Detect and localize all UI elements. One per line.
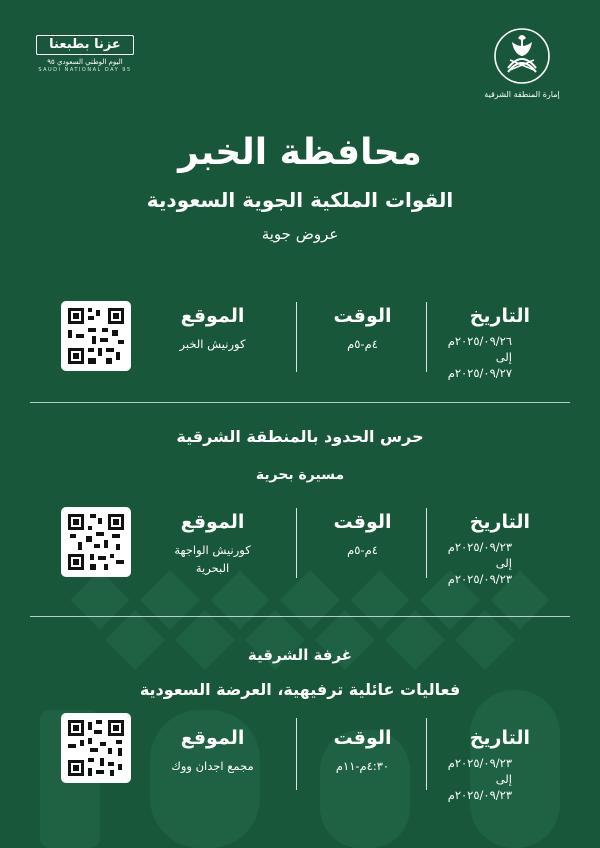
divider (296, 718, 297, 790)
time-value: ٤م-٥م (347, 337, 378, 351)
location-column (145, 511, 280, 577)
qr-code-icon[interactable] (61, 713, 131, 783)
time-label: الوقت (333, 305, 392, 327)
date-column (435, 727, 550, 803)
national-day-logo (30, 34, 140, 74)
divider (296, 302, 297, 372)
event-type: عروض جوية (261, 225, 339, 243)
location-column (145, 305, 280, 353)
section-subtitle-2: مسيرة بحرية (255, 467, 345, 483)
event-row-2 (0, 511, 600, 611)
date-to-word: إلى (495, 556, 512, 570)
location-value: كورنيش الخبر (179, 337, 246, 351)
date-from: ٢٠٢٥/٠٩/٢٦م (447, 334, 512, 348)
time-column (305, 305, 420, 353)
date-to-word: إلى (495, 772, 512, 786)
divider (426, 302, 427, 372)
divider (296, 508, 297, 578)
location-value-line2: البحرية (195, 561, 230, 575)
location-label: الموقع (180, 305, 245, 327)
section-title-3: غرفة الشرقية (247, 646, 353, 664)
section-separator (30, 402, 570, 403)
location-value: مجمع اجدان ووك (171, 759, 254, 773)
location-value-line1: كورنيش الواجهة (174, 543, 251, 557)
date-to-word: إلى (495, 350, 512, 364)
time-column (305, 727, 420, 775)
date-label: التاريخ (469, 727, 530, 749)
location-label: الموقع (180, 727, 245, 749)
divider (426, 508, 427, 578)
location-column (145, 727, 280, 775)
national-day-subtitle-en: SAUDI NATIONAL DAY 95 (38, 67, 132, 73)
date-from: ٢٠٢٥/٠٩/٢٣م (447, 540, 512, 554)
divider (426, 718, 427, 790)
time-value: ٤:٣٠م-١١م (335, 759, 390, 773)
qr-code-icon[interactable] (61, 301, 131, 371)
date-label: التاريخ (469, 511, 530, 533)
qr-code-icon[interactable] (61, 507, 131, 577)
date-to: ٢٠٢٥/٠٩/٢٣م (447, 788, 512, 802)
time-label: الوقت (333, 727, 392, 749)
date-to: ٢٠٢٥/٠٩/٢٧م (447, 366, 512, 380)
section-title-2: حرس الحدود بالمنطقة الشرقية (176, 427, 424, 446)
date-from: ٢٠٢٥/٠٩/٢٣م (447, 756, 512, 770)
date-column (435, 305, 550, 381)
section-subtitle-3: فعاليات عائلية ترفيهية، العرضة السعودية (139, 680, 461, 699)
organizer-title: القوات الملكية الجوية السعودية (146, 188, 454, 212)
national-day-slogan: عزنا بطبعنا (36, 34, 134, 56)
date-column (435, 511, 550, 587)
event-row-3 (0, 727, 600, 827)
date-to: ٢٠٢٥/٠٩/٢٣م (447, 572, 512, 586)
section-separator (30, 616, 570, 617)
time-value: ٤م-٥م (347, 543, 378, 557)
emirate-label: إمارة المنطقة الشرقية (484, 90, 560, 99)
national-day-subtitle-ar: اليوم الوطني السعودي ٩٥ (47, 58, 123, 66)
time-column (305, 511, 420, 559)
location-label: الموقع (180, 511, 245, 533)
time-label: الوقت (333, 511, 392, 533)
event-row-1 (0, 305, 600, 405)
page-title: محافظة الخبر (178, 132, 422, 173)
date-label: التاريخ (469, 305, 530, 327)
saudi-emblem-icon (492, 26, 552, 86)
